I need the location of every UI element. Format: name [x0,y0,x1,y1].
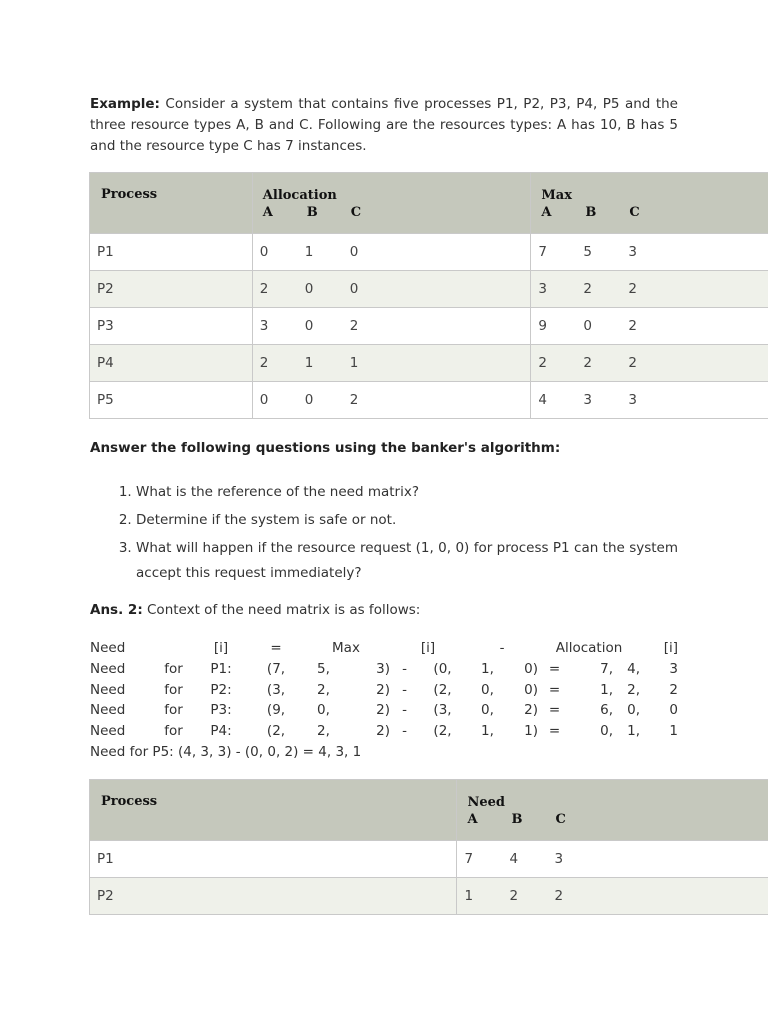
calc-cell: P2: [210,681,232,698]
calc-cell: Allocation [555,640,623,657]
calc-cell: Need [90,640,126,657]
calc-cell: 5, [317,661,330,678]
table-row [90,308,768,345]
table-row [90,234,768,271]
calc-cell: 1, [481,661,494,678]
calc-cell: 1, [600,681,613,698]
allocation-cell: 3 0 2 [252,308,531,345]
need-calculation [90,638,678,741]
allocation-cell: 2 0 0 [252,271,531,308]
list-item: 1. What is the reference of the need matrix? [136,480,678,505]
calc-cell: for [164,681,183,698]
calc-cell: 0, [627,702,640,719]
intro-text: Consider a system that contains five processes P1, P2, P3, P4, P5 and the three resource types A, B and C. Following are the resources types: A has 10, B has 5 and the resource type C has 7 instances. [90,96,678,154]
calc-cell: 3 [669,661,678,678]
calc-cell: - [402,723,407,740]
calc-cell: (2, [266,723,286,740]
calc-cell: - [499,640,505,657]
calc-cell: [i] [213,640,229,657]
header-max: Max A B C [531,173,768,234]
calc-cell: [i] [663,640,678,657]
max-cell: 9 0 2 [531,308,768,345]
header-process: Process [90,173,253,234]
process-cell: P1 [90,841,457,878]
calc-cell: 0, [481,702,494,719]
calc-cell: Need [90,661,126,678]
table-row [90,841,768,878]
list-item: 2. Determine if the system is safe or not. [136,508,678,533]
allocation-cell: 2 1 1 [252,345,531,382]
calc-cell: 2) [376,702,390,719]
calc-row [90,679,678,700]
calc-cell: P3: [210,702,232,719]
process-cell: P2 [90,878,457,915]
intro-lead: Example: [90,96,160,112]
calc-cell: = [548,661,561,678]
need-p5-line: Need for P5: (4, 3, 3) - (0, 0, 2) = 4, 3, 1 [90,744,362,760]
header-allocation: Allocation A B C [252,173,531,234]
max-cell: 3 2 2 [531,271,768,308]
header-process: Process [90,780,457,841]
calc-cell: - [402,681,407,698]
calc-cell: for [164,723,183,740]
calc-cell: 0, [600,723,613,740]
table-row [90,345,768,382]
process-cell: P2 [90,271,253,308]
calc-cell: 2, [317,681,330,698]
calc-cell: 7, [600,661,613,678]
calc-cell: 0 [669,702,678,719]
calc-cell: (0, [433,661,452,678]
table-row [90,878,768,915]
calc-row [90,659,678,680]
calc-cell: = [548,702,561,719]
calc-cell: Max [332,640,360,657]
answer-paragraph [90,600,678,621]
calc-cell: (3, [433,702,452,719]
calc-cell: 2) [376,723,390,740]
max-cell: 4 3 3 [531,382,768,419]
calc-cell: (7, [266,661,286,678]
max-cell: 2 2 2 [531,345,768,382]
calc-cell: 2, [317,723,330,740]
calc-cell: 1, [627,723,640,740]
process-cell: P1 [90,234,253,271]
calc-cell: 1 [669,723,678,740]
calc-cell: - [402,702,407,719]
list-item: 3. What will happen if the resource request (1, 0, 0) for process P1 can the system accept this request immediately? [136,536,678,586]
calc-cell: (2, [433,723,452,740]
calc-cell: 2 [669,681,678,698]
calc-cell: Need [90,723,126,740]
calc-cell: 3) [376,661,390,678]
question-heading: Answer the following questions using the banker's algorithm: [90,440,561,456]
process-cell: P5 [90,382,253,419]
allocation-cell: 0 1 0 [252,234,531,271]
calc-cell: (9, [266,702,286,719]
calc-row [90,638,678,659]
calc-cell: 6, [600,702,613,719]
calc-cell: Need [90,702,126,719]
question-list [90,480,678,589]
intro-paragraph [90,94,678,157]
calc-cell: (3, [266,681,286,698]
calc-cell: 0) [524,661,538,678]
need-cell: 1 2 2 [457,878,768,915]
answer-text: Context of the need matrix is as follows: [142,602,421,618]
calc-cell: - [402,661,407,678]
calc-cell: for [164,702,183,719]
calc-cell: = [548,681,561,698]
process-cell: P3 [90,308,253,345]
need-cell: 7 4 3 [457,841,768,878]
allocation-cell: 0 0 2 [252,382,531,419]
calc-cell: 1, [481,723,494,740]
table-row [90,382,768,419]
need-matrix-table [89,779,768,915]
calc-cell: 2, [627,681,640,698]
calc-cell: = [548,723,561,740]
calc-cell: 0) [524,681,538,698]
calc-cell: Need [90,681,126,698]
calc-cell: 0, [481,681,494,698]
calc-cell: 2) [376,681,390,698]
calc-cell: for [164,661,183,678]
calc-cell: P4: [210,723,232,740]
answer-lead: Ans. 2: [90,602,143,618]
calc-row [90,700,678,721]
table-row [90,271,768,308]
calc-cell: [i] [420,640,436,657]
calc-cell: 2) [524,702,538,719]
max-cell: 7 5 3 [531,234,768,271]
calc-cell: (2, [433,681,452,698]
calc-cell: 1) [524,723,538,740]
calc-cell: 4, [627,661,640,678]
process-cell: P4 [90,345,253,382]
calc-cell: P1: [210,661,232,678]
header-need: Need A B C [457,780,768,841]
calc-cell: = [270,640,282,657]
calc-cell: 0, [317,702,330,719]
allocation-max-table [89,172,768,419]
calc-row [90,721,678,742]
